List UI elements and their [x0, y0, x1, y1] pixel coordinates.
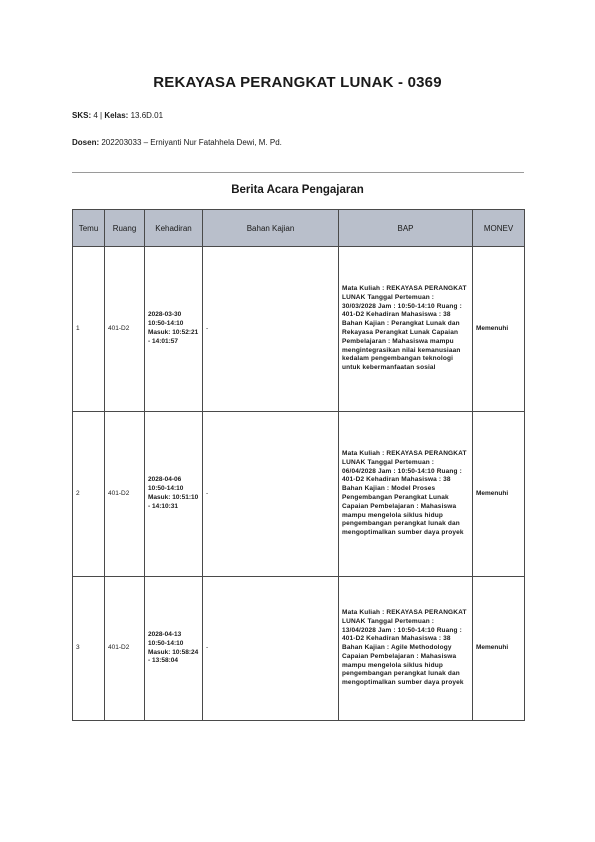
cell-bap: Mata Kuliah : REKAYASA PERANGKAT LUNAK Tanggal Pertemuan : 06/04/2028 Jam : 10:50-14:10 Ruang : 401-D2 Kehadiran Mahasiswa : 38 Bahan Kajian : Model Proses Pengembangan Perangkat Lunak Capaian Pembelajaran : Mahasiswa mampu mengelola siklus hidup pengembangan perangkat lunak dan mengoptimalkan sumber daya proyek: [339, 412, 473, 577]
dosen-label: Dosen:: [72, 138, 100, 147]
cell-kehadiran: 2028-04-13 10:50-14:10 Masuk: 10:58:24 - 13:58:04: [145, 577, 203, 721]
divider: [72, 172, 524, 173]
table-row: [73, 412, 525, 577]
dosen-value: 202203033 – Erniyanti Nur Fatahhela Dewi, M. Pd.: [99, 138, 282, 147]
header-bap: BAP: [339, 210, 473, 247]
cell-bahan-kajian: -: [203, 577, 339, 721]
kelas-value: 13.6D.01: [128, 111, 164, 120]
cell-ruang: 401-D2: [105, 247, 145, 412]
cell-monev: Memenuhi: [473, 577, 525, 721]
cell-kehadiran: 2028-04-06 10:50-14:10 Masuk: 10:51:10 - 14:10:31: [145, 412, 203, 577]
course-sks-kelas: [72, 111, 163, 120]
table-header-row: [73, 210, 525, 247]
sks-value: 4 |: [91, 111, 105, 120]
cell-temu: 2: [73, 412, 105, 577]
cell-temu: 1: [73, 247, 105, 412]
header-kehadiran: Kehadiran: [145, 210, 203, 247]
cell-ruang: 401-D2: [105, 412, 145, 577]
cell-bap: Mata Kuliah : REKAYASA PERANGKAT LUNAK Tanggal Pertemuan : 13/04/2028 Jam : 10:50-14:10 Ruang : 401-D2 Kehadiran Mahasiswa : 38 Bahan Kajian : Agile Methodology Capaian Pembelajaran : Mahasiswa mampu mengelola siklus hidup pengembangan perangkat lunak dan mengoptimalkan sumber daya proyek: [339, 577, 473, 721]
cell-temu: 3: [73, 577, 105, 721]
cell-bahan-kajian: -: [203, 247, 339, 412]
section-title: Berita Acara Pengajaran: [231, 184, 364, 196]
cell-bahan-kajian: -: [203, 412, 339, 577]
cell-bap: Mata Kuliah : REKAYASA PERANGKAT LUNAK Tanggal Pertemuan : 30/03/2028 Jam : 10:50-14:10 Ruang : 401-D2 Kehadiran Mahasiswa : 38 Bahan Kajian : Perangkat Lunak dan Rekayasa Perangkat Lunak Capaian Pembelajaran : Mahasiswa mampu mengintegrasikan nilai kemanusiaan kedalam pengembangan teknologi untuk kebermanfaatan sosial: [339, 247, 473, 412]
course-lecturer: [72, 138, 282, 147]
cell-monev: Memenuhi: [473, 412, 525, 577]
header-ruang: Ruang: [105, 210, 145, 247]
header-temu: Temu: [73, 210, 105, 247]
header-monev: MONEV: [473, 210, 525, 247]
kelas-label: Kelas:: [104, 111, 129, 120]
header-bahan-kajian: Bahan Kajian: [203, 210, 339, 247]
cell-monev: Memenuhi: [473, 247, 525, 412]
course-title: REKAYASA PERANGKAT LUNAK - 0369: [153, 74, 442, 91]
sks-label: SKS:: [72, 111, 92, 120]
cell-kehadiran: 2028-03-30 10:50-14:10 Masuk: 10:52:21 - 14:01:57: [145, 247, 203, 412]
table-row: [73, 577, 525, 721]
bap-table: [72, 209, 525, 721]
table-row: [73, 247, 525, 412]
cell-ruang: 401-D2: [105, 577, 145, 721]
